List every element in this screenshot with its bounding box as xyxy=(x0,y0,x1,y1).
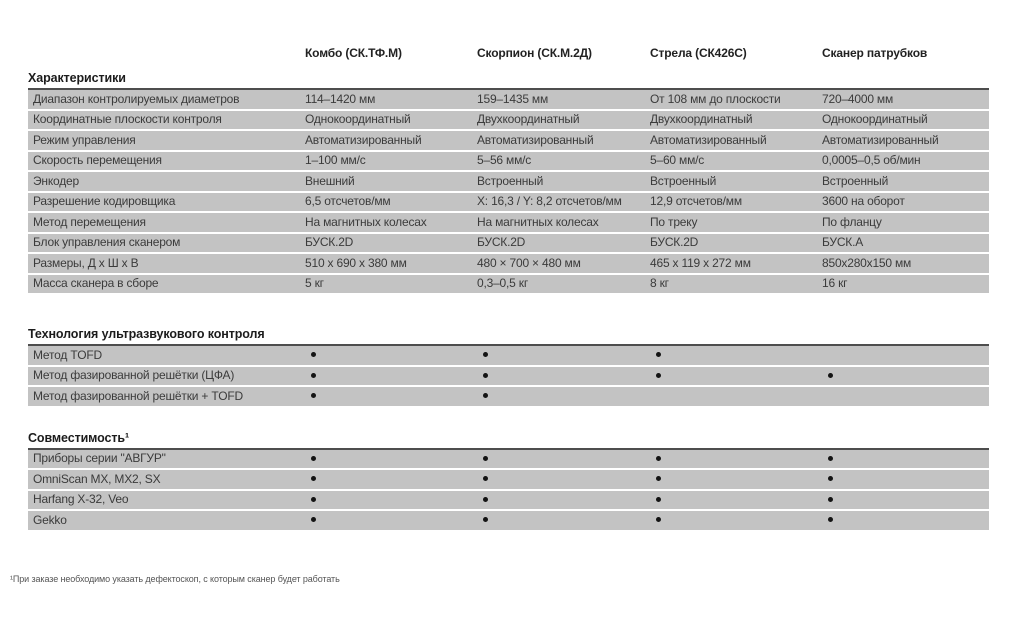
row-label: Harfang X-32, Veo xyxy=(33,492,129,507)
table-row xyxy=(28,131,989,152)
cell-value: 16 кг xyxy=(822,276,848,291)
bullet-dot xyxy=(311,393,316,398)
cell-value: Встроенный xyxy=(477,173,544,188)
cell-value: БУСК.2D xyxy=(305,235,354,250)
cell-value: Встроенный xyxy=(650,173,717,188)
column-header-skorpion: Скорпион (СК.М.2Д) xyxy=(477,46,592,60)
table-row xyxy=(28,367,989,388)
bullet-dot xyxy=(311,497,316,502)
row-label: Диапазон контролируемых диаметров xyxy=(33,91,240,106)
row-label: Размеры, Д х Ш х В xyxy=(33,255,139,270)
row-label: Приборы серии "АВГУР" xyxy=(33,451,166,466)
footnote: ¹При заказе необходимо указать дефектоскоп, с которым сканер будет работать xyxy=(10,573,340,584)
table-row xyxy=(28,254,989,275)
section xyxy=(28,70,989,295)
table-row xyxy=(28,90,989,111)
section xyxy=(28,326,989,408)
cell-value xyxy=(305,387,477,406)
bullet-dot xyxy=(828,476,833,481)
section-table xyxy=(28,88,989,295)
cell-value: 6,5 отсчетов/мм xyxy=(305,194,391,209)
cell-value: Встроенный xyxy=(822,173,889,188)
cell-value: БУСК.2D xyxy=(650,235,699,250)
column-header-strela: Стрела (СК426С) xyxy=(650,46,747,60)
row-label: Метод TOFD xyxy=(33,347,102,362)
cell-value xyxy=(650,366,822,385)
table-row xyxy=(28,234,989,255)
column-header-row xyxy=(28,45,989,61)
cell-value xyxy=(305,470,477,489)
cell-value: 12,9 отсчетов/мм xyxy=(650,194,742,209)
table-row xyxy=(28,172,989,193)
bullet-dot xyxy=(828,497,833,502)
row-label: Режим управления xyxy=(33,132,136,147)
cell-value: На магнитных колесах xyxy=(477,214,599,229)
bullet-dot xyxy=(483,517,488,522)
cell-value: X: 16,3 / Y: 8,2 отсчетов/мм xyxy=(477,194,622,209)
cell-value xyxy=(650,346,822,365)
cell-value: Автоматизированный xyxy=(650,132,767,147)
cell-value: По фланцу xyxy=(822,214,882,229)
table-row xyxy=(28,152,989,173)
cell-value xyxy=(477,490,650,509)
bullet-dot xyxy=(483,497,488,502)
cell-value: Двухкоординатный xyxy=(650,112,753,127)
cell-value xyxy=(305,490,477,509)
sections-container xyxy=(28,70,989,532)
cell-value xyxy=(650,449,822,468)
cell-value: Внешний xyxy=(305,173,355,188)
cell-value: 5 кг xyxy=(305,276,324,291)
bullet-dot xyxy=(311,517,316,522)
table-row xyxy=(28,111,989,132)
cell-value: Автоматизированный xyxy=(477,132,594,147)
cell-value: Автоматизированный xyxy=(822,132,939,147)
row-label: Метод перемещения xyxy=(33,214,146,229)
table-row xyxy=(28,193,989,214)
bullet-dot xyxy=(656,476,661,481)
section xyxy=(28,430,989,532)
table-row xyxy=(28,491,989,512)
cell-value: 510 x 690 x 380 мм xyxy=(305,255,407,270)
section-title: Технология ультразвукового контроля xyxy=(28,327,265,341)
cell-value: 114–1420 мм xyxy=(305,91,376,106)
cell-value xyxy=(650,490,822,509)
row-label: Энкодер xyxy=(33,173,79,188)
cell-value xyxy=(822,366,989,385)
bullet-dot xyxy=(656,352,661,357)
column-header-kombo: Комбо (СК.ТФ.М) xyxy=(305,46,402,60)
cell-value: 8 кг xyxy=(650,276,669,291)
bullet-dot xyxy=(311,352,316,357)
bullet-dot xyxy=(483,456,488,461)
cell-value xyxy=(822,511,989,530)
table-row xyxy=(28,450,989,471)
cell-value xyxy=(650,470,822,489)
bullet-dot xyxy=(656,497,661,502)
bullet-dot xyxy=(311,476,316,481)
cell-value: 720–4000 мм xyxy=(822,91,894,106)
cell-value: 1–100 мм/с xyxy=(305,153,366,168)
cell-value: БУСК.А xyxy=(822,235,864,250)
cell-value xyxy=(650,511,822,530)
cell-value xyxy=(477,346,650,365)
cell-value: От 108 мм до плоскости xyxy=(650,91,781,106)
cell-value: По треку xyxy=(650,214,698,229)
row-label: Метод фазированной решётки (ЦФА) xyxy=(33,368,235,383)
cell-value: 0,3–0,5 кг xyxy=(477,276,528,291)
cell-value xyxy=(477,387,650,406)
table-row xyxy=(28,346,989,367)
cell-value xyxy=(305,449,477,468)
cell-value xyxy=(477,511,650,530)
row-label: Скорость перемещения xyxy=(33,153,162,168)
bullet-dot xyxy=(828,373,833,378)
bullet-dot xyxy=(656,517,661,522)
table-row xyxy=(28,275,989,296)
bullet-dot xyxy=(483,352,488,357)
table-row xyxy=(28,511,989,532)
cell-value xyxy=(477,470,650,489)
cell-value: На магнитных колесах xyxy=(305,214,427,229)
cell-value xyxy=(822,470,989,489)
cell-value: Однокоординатный xyxy=(822,112,928,127)
cell-value xyxy=(477,449,650,468)
row-label: Разрешение кодировщика xyxy=(33,194,176,209)
bullet-dot xyxy=(656,373,661,378)
cell-value: 5–60 мм/с xyxy=(650,153,705,168)
section-table xyxy=(28,448,989,532)
row-label: Блок управления сканером xyxy=(33,235,181,250)
cell-value: 159–1435 мм xyxy=(477,91,549,106)
cell-value: 0,0005–0,5 об/мин xyxy=(822,153,921,168)
table-row xyxy=(28,470,989,491)
cell-value: БУСК.2D xyxy=(477,235,526,250)
bullet-dot xyxy=(828,517,833,522)
cell-value xyxy=(305,366,477,385)
cell-value: Автоматизированный xyxy=(305,132,422,147)
section-title: Совместимость¹ xyxy=(28,430,130,445)
cell-value xyxy=(305,511,477,530)
cell-value: 850x280x150 мм xyxy=(822,255,912,270)
row-label: Gekko xyxy=(33,512,67,527)
cell-value xyxy=(822,490,989,509)
row-label: Метод фазированной решётки + TOFD xyxy=(33,388,243,403)
cell-value: Двухкоординатный xyxy=(477,112,580,127)
cell-value: 3600 на оборот xyxy=(822,194,905,209)
bullet-dot xyxy=(828,456,833,461)
cell-value: 5–56 мм/с xyxy=(477,153,532,168)
bullet-dot xyxy=(483,393,488,398)
comparison-table xyxy=(10,0,989,584)
bullet-dot xyxy=(311,373,316,378)
cell-value xyxy=(305,346,477,365)
table-row xyxy=(28,387,989,408)
cell-value xyxy=(477,366,650,385)
bullet-dot xyxy=(656,456,661,461)
row-label: Координатные плоскости контроля xyxy=(33,112,222,127)
bullet-dot xyxy=(311,456,316,461)
cell-value: 480 × 700 × 480 мм xyxy=(477,255,581,270)
column-header-scanner-patrubkov: Сканер патрубков xyxy=(822,46,928,60)
cell-value xyxy=(822,449,989,468)
cell-value: Однокоординатный xyxy=(305,112,411,127)
bullet-dot xyxy=(483,373,488,378)
section-title: Характеристики xyxy=(28,71,126,85)
cell-value: 465 x 119 x 272 мм xyxy=(650,255,751,270)
table-row xyxy=(28,213,989,234)
row-label: OmniScan MX, MX2, SX xyxy=(33,471,161,486)
row-label: Масса сканера в сборе xyxy=(33,276,159,291)
bullet-dot xyxy=(483,476,488,481)
section-table xyxy=(28,344,989,408)
